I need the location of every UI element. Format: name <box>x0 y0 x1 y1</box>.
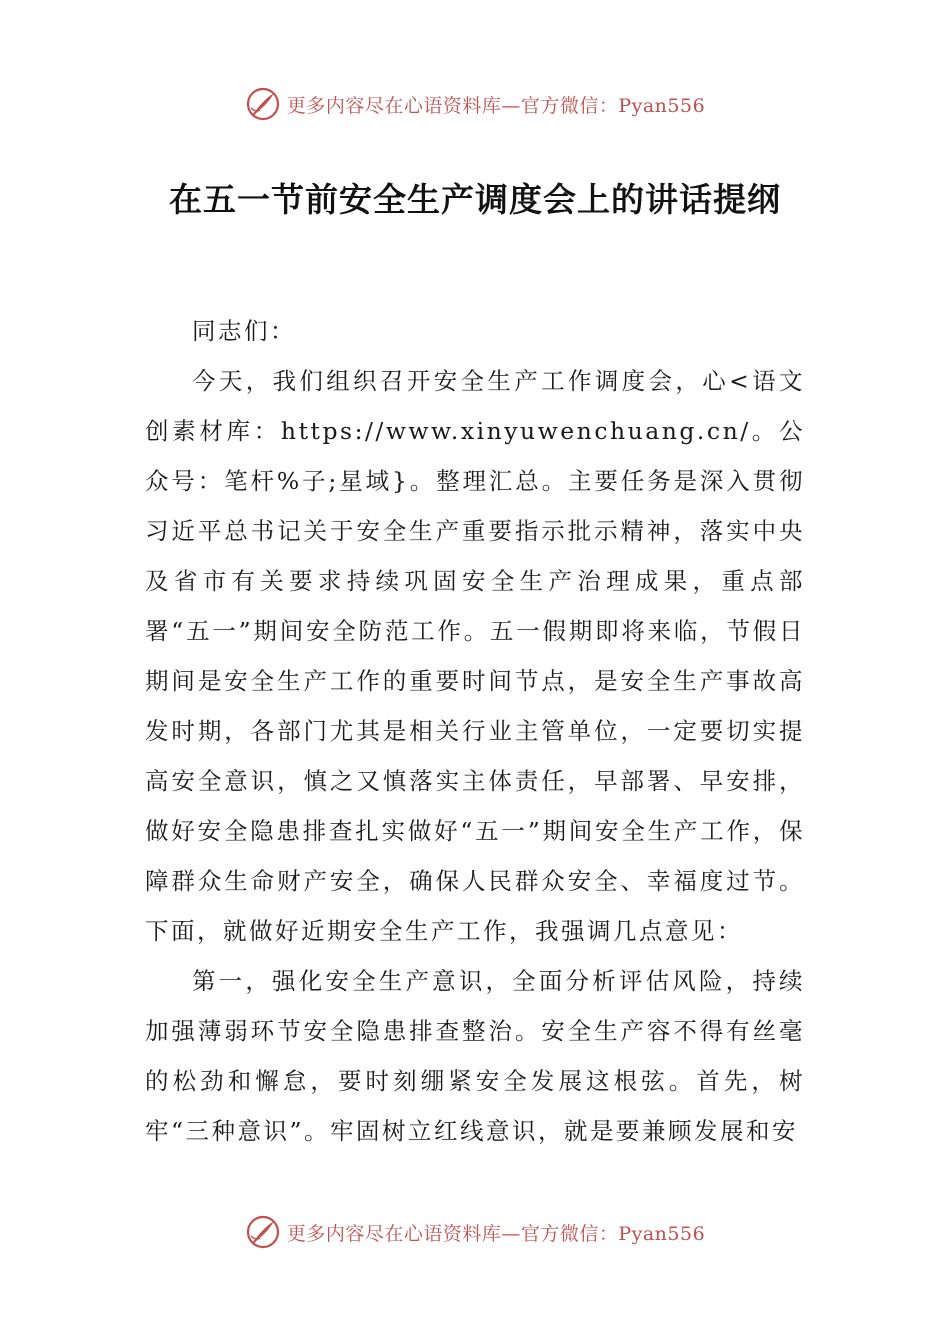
watermark-text: 更多内容尽在心语资料库—官方微信：Pyan556 <box>286 94 706 117</box>
document-body <box>145 306 805 1156</box>
watermark-header <box>0 84 950 124</box>
paragraph-first-point: 第一，强化安全生产意识，全面分析评估风险，持续加强薄弱环节安全隐患排查整治。安全生产容不得有丝毫的松劲和懈怠，要时刻绷紧安全发展这根弦。首先，树牢“三种意识”。牢固树立红线意识，就是要兼顾发展和安 <box>145 967 805 1145</box>
salutation: 同志们： <box>192 317 296 345</box>
paragraph-intro: 今天，我们组织召开安全生产工作调度会，心<语文创素材库：https://www.xinyuwenchuang.cn/。公众号：笔杆%子;星域}。整理汇总。主要任务是深入贯彻习近平总书记关于安全生产重要指示批示精神，落实中央及省市有关要求持续巩固安全生产治理成果，重点部署“五一”期间安全防范工作。五一假期即将来临，节假日期间是安全生产工作的重要时间节点，是安全生产事故高发时期，各部门尤其是相关行业主管单位，一定要切实提高安全意识，慎之又慎落实主体责任，早部署、早安排，做好安全隐患排查扎实做好“五一”期间安全生产工作，保障群众生命财产安全，确保人民群众安全、幸福度过节。下面，就做好近期安全生产工作，我强调几点意见： <box>145 367 805 945</box>
watermark-text: 更多内容尽在心语资料库—官方微信：Pyan556 <box>286 1222 706 1245</box>
quill-logo-icon <box>245 1214 281 1250</box>
document-title: 在五一节前安全生产调度会上的讲话提纲 <box>169 180 781 219</box>
quill-logo-icon <box>245 86 281 122</box>
watermark-footer <box>0 1212 950 1252</box>
